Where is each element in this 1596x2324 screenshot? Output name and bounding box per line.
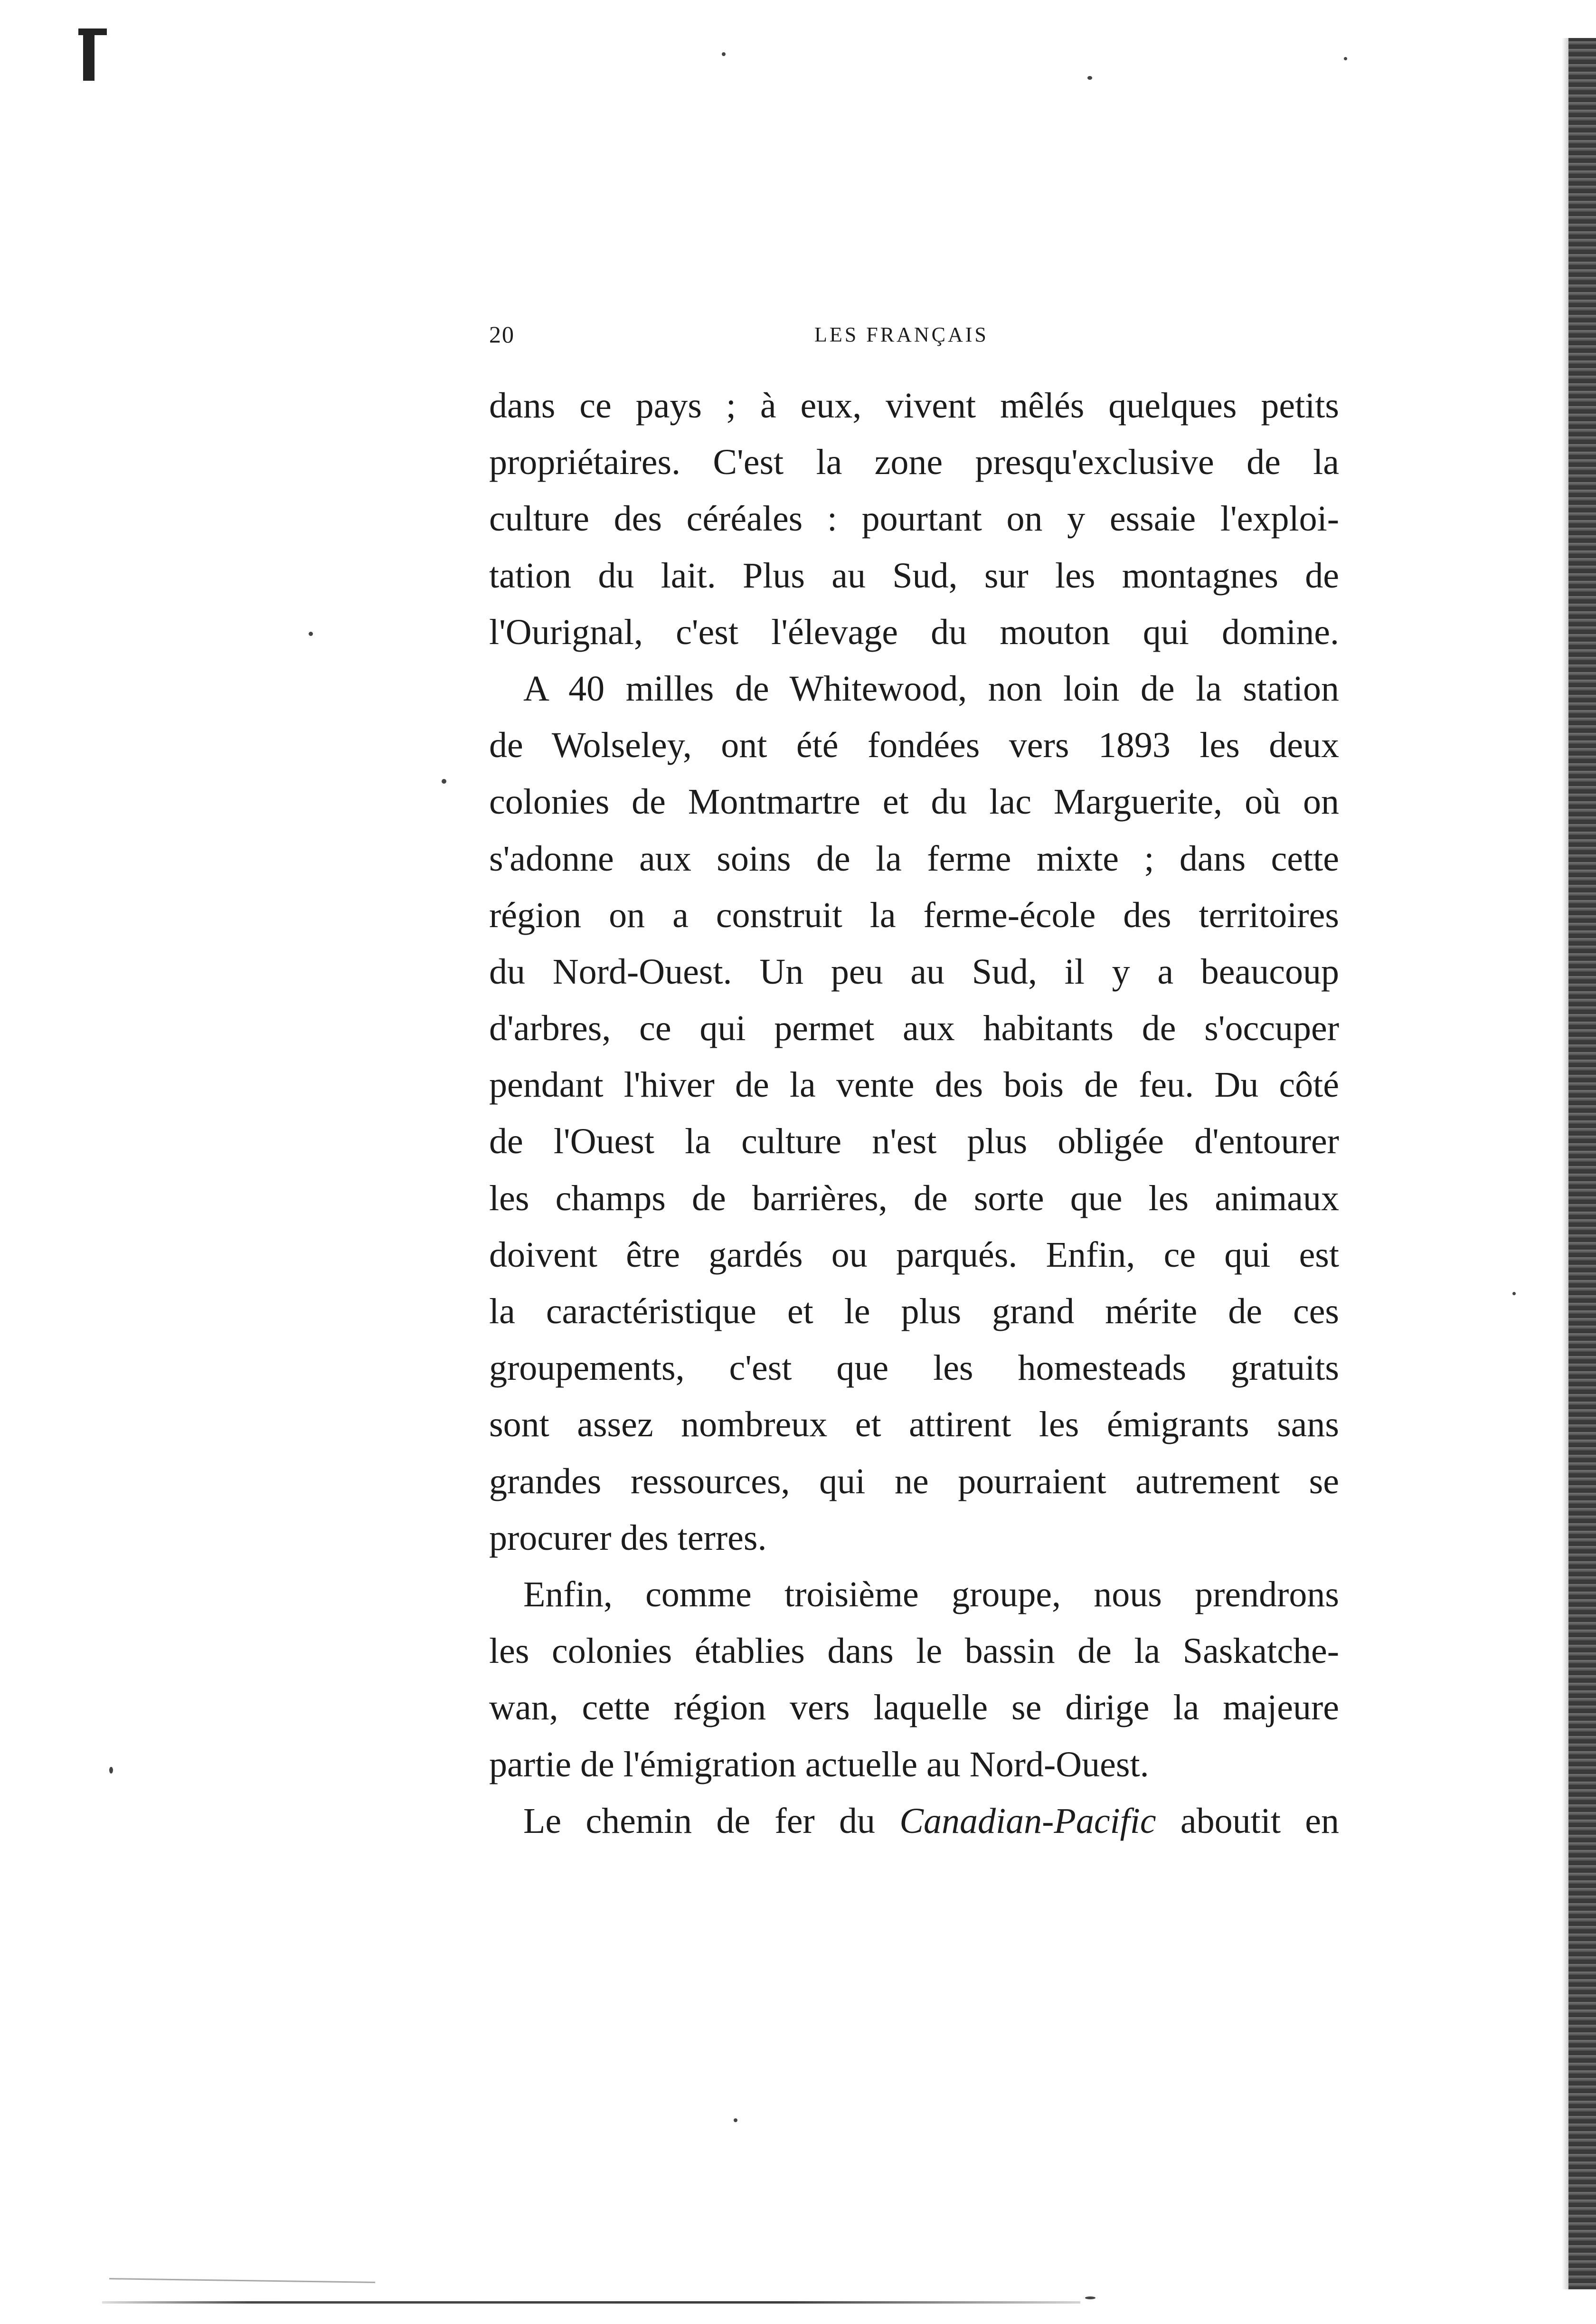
speck [1085,2296,1095,2299]
text-run: aboutit en [1156,1801,1340,1841]
text-line: les champs de barrières, de sorte que les animaux [489,1178,1339,1218]
text-line: de l'Ouest la culture n'est plus obligée d'entourer [489,1121,1339,1162]
paragraph-last-line: partie de l'émigration actuelle au Nord-Ouest. [489,1744,1149,1784]
text-line: les colonies établies dans le bassin de la Saskatche- [489,1631,1339,1671]
text-run: Le chemin de fer du [523,1801,900,1841]
text-line: s'adonne aux soins de la ferme mixte ; dans cette [489,838,1339,879]
text-line: la caractéristique et le plus grand mérite de ces [489,1291,1339,1331]
text-line: d'arbres, ce qui permet aux habitants de s'occuper [489,1008,1339,1049]
speck [1087,76,1092,80]
text-line: du Nord-Ouest. Un peu au Sud, il y a beaucoup [489,951,1339,992]
text-line: l'Ourignal, c'est l'élevage du mouton qui domine. [489,612,1339,652]
speck [109,1767,113,1774]
paragraph-last-line: procurer des terres. [489,1518,767,1558]
text-line: groupements, c'est que les homesteads gratuits [489,1348,1339,1388]
text-line: propriétaires. C'est la zone presqu'exclusive de la [489,442,1339,483]
page-header [489,321,1339,354]
text-line: tation du lait. Plus au Sud, sur les montagnes de [489,555,1339,596]
speck [1344,57,1347,60]
paragraph-first-line: Enfin, comme troisième groupe, nous prendrons [523,1574,1339,1614]
speck [1512,1292,1516,1295]
bottom-scan-line [102,2301,1080,2304]
italic-railway-name: Canadian-Pacific [899,1801,1156,1841]
running-head: LES FRANÇAIS [814,323,989,346]
body-text [489,378,1339,1850]
scan-mark-stem [83,28,94,81]
speck [442,779,446,784]
text-line: doivent être gardés ou parqués. Enfin, ce qui est [489,1234,1339,1275]
speck [722,52,726,56]
paragraph-first-line [489,1793,1339,1850]
text-line: sont assez nombreux et attirent les émigrants sans [489,1404,1339,1445]
bottom-scan-scratch [109,2278,375,2283]
page-number: 20 [489,321,515,348]
text-line: colonies de Montmartre et du lac Marguerite, où on [489,782,1339,822]
text-line: wan, cette région vers laquelle se dirige la majeure [489,1688,1339,1728]
text-line: de Wolseley, ont été fondées vers 1893 les deux [489,725,1339,766]
text-line: grandes ressources, qui ne pourraient autrement se [489,1461,1339,1501]
page-edge-shadow [1568,38,1596,2289]
paragraph-first-line: A 40 milles de Whitewood, non loin de la station [523,668,1339,709]
text-line: région on a construit la ferme-école des territoires [489,895,1339,935]
text-line: dans ce pays ; à eux, vivent mêlés quelques petits [489,386,1339,426]
speck [734,2118,737,2122]
gutter-shadow [1562,38,1568,2289]
text-line: pendant l'hiver de la vente des bois de feu. Du côté [489,1065,1339,1105]
speck [309,632,313,636]
text-line: culture des céréales : pourtant on y essaie l'exploi- [489,499,1339,539]
